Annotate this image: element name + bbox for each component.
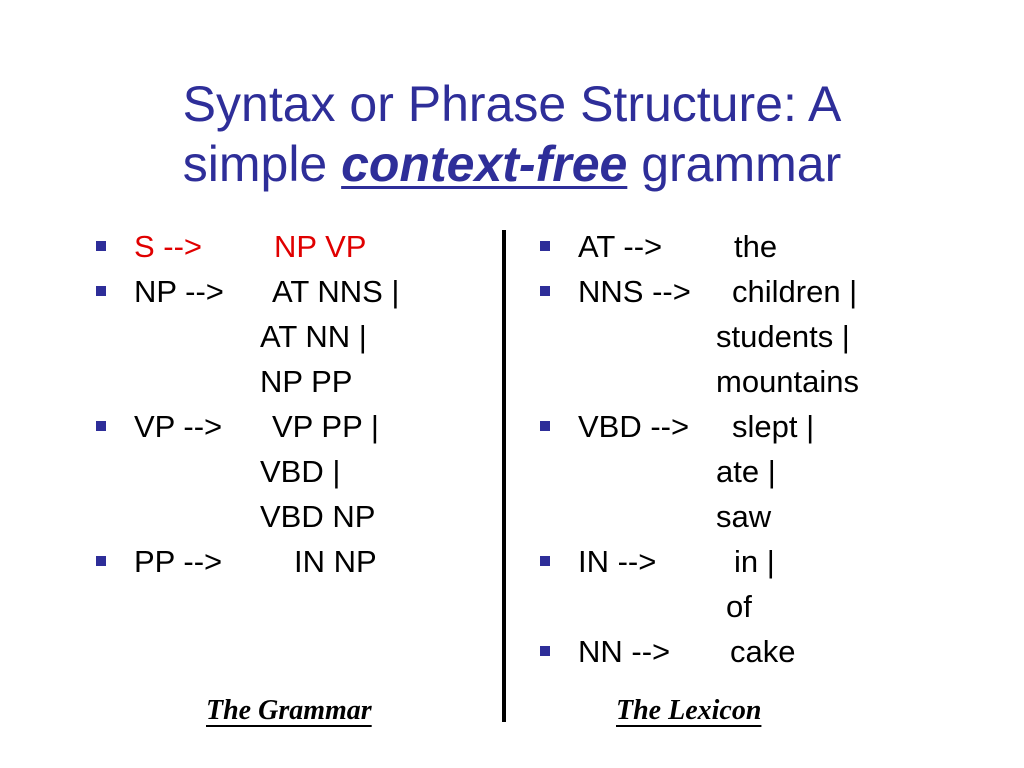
bullet-icon (540, 646, 550, 656)
rule-rhs: NP VP (274, 229, 367, 264)
rule-rhs: AT NNS | (272, 274, 400, 309)
bullet-icon (96, 241, 106, 251)
bullet-icon (96, 421, 106, 431)
rule-lhs: PP --> (134, 544, 223, 579)
slide-title (0, 74, 1024, 194)
rule-rhs: IN NP (294, 544, 377, 579)
bullet-icon (540, 556, 550, 566)
bullet-icon (96, 286, 106, 296)
bullet-icon (540, 241, 550, 251)
rule-lhs: S --> (134, 229, 203, 264)
title-prefix: simple (182, 136, 342, 192)
rule-lhs: NNS --> (578, 274, 691, 309)
rule-rhs: mountains (716, 364, 860, 399)
bullet-icon (540, 286, 550, 296)
bullet-icon (96, 556, 106, 566)
title-emphasis: context-free (341, 136, 628, 192)
rule-rhs: VBD | (260, 454, 341, 489)
rule-lhs: AT --> (578, 229, 663, 264)
title-line-1: Syntax or Phrase Structure: A (182, 76, 842, 132)
rule-lhs: IN --> (578, 544, 657, 579)
rule-lhs: NN --> (578, 634, 671, 669)
rule-rhs: saw (716, 499, 772, 534)
column-divider (502, 230, 506, 722)
rule-lhs: VBD --> (578, 409, 690, 444)
rule-rhs: the (734, 229, 778, 264)
rule-rhs: AT NN | (260, 319, 367, 354)
rule-rhs: ate | (716, 454, 776, 489)
rule-rhs: slept | (732, 409, 815, 444)
rule-rhs: children | (732, 274, 858, 309)
rule-rhs: cake (730, 634, 796, 669)
title-suffix: grammar (627, 136, 842, 192)
title-line-2 (0, 134, 1024, 194)
rule-rhs: VP PP | (272, 409, 379, 444)
rule-rhs: of (726, 589, 752, 624)
rule-rhs: in | (734, 544, 775, 579)
lexicon-caption: The Lexicon (616, 695, 762, 726)
rule-rhs: NP PP (260, 364, 353, 399)
rule-rhs: students | (716, 319, 850, 354)
bullet-icon (540, 421, 550, 431)
rule-lhs: VP --> (134, 409, 223, 444)
grammar-caption: The Grammar (206, 695, 372, 726)
rule-lhs: NP --> (134, 274, 224, 309)
rule-rhs: VBD NP (260, 499, 376, 534)
